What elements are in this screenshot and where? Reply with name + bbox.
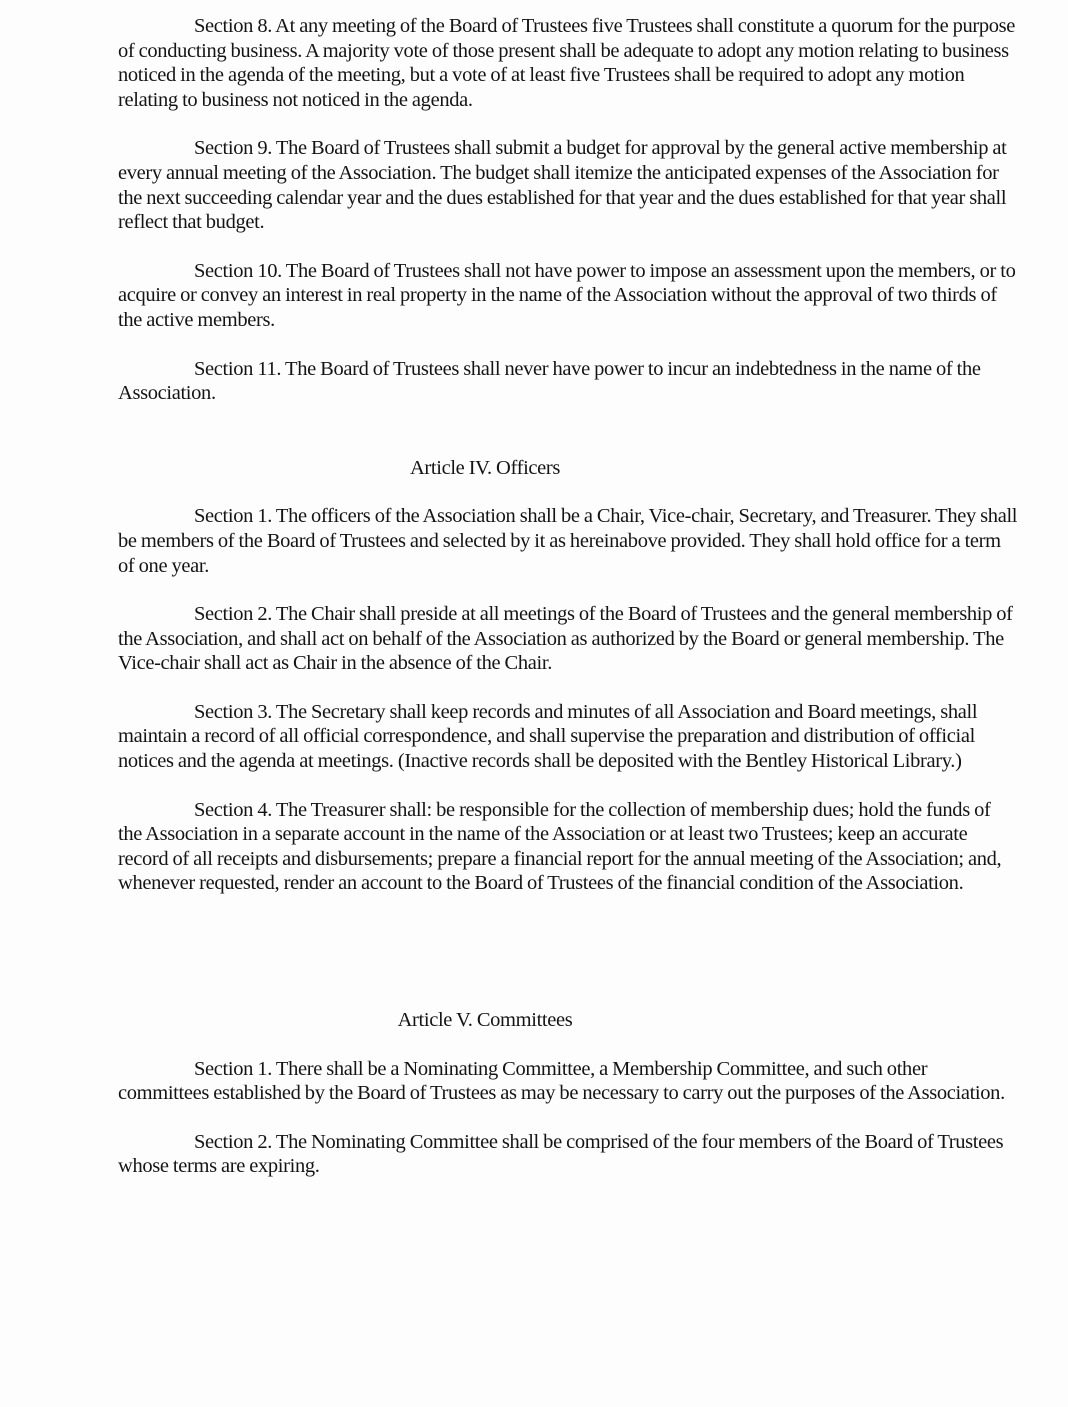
article4-section3: Section 3. The Secretary shall keep records and minutes of all Association and Board meetings, shall maintain a record of all official correspondence, and shall supervise the preparation and distribution of official notices and the agenda at meetings. (Inactive records shall be deposited with the Bentley Historical Library.) — [118, 700, 978, 773]
article5-heading: Article V. Committees — [397, 1009, 573, 1032]
article4-heading: Article IV. Officers — [409, 456, 561, 479]
article5-section2: Section 2. The Nominating Committee shall be comprised of the four members of the Board of Trustees whose terms are expiring. — [118, 1130, 1004, 1178]
article4-section4: Section 4. The Treasurer shall: be responsible for the collection of membership dues; hold the funds of the Association in a separate account in the name of the Association or at least two Trustees; keep an accurate record of all receipts and disbursements; prepare a financial report for the annual meeting of the Association; and, whenever requested, render an account to the Board of Trustees of the financial condition of the Association. — [118, 798, 1002, 895]
article3-section9: Section 9. The Board of Trustees shall submit a budget for approval by the general active membership at every annual meeting of the Association. The budget shall itemize the anticipated expenses of the Association for the next succeeding calendar year and the dues established for that year and the dues established for that year shall reflect that budget. — [118, 137, 1007, 234]
article3-section10: Section 10. The Board of Trustees shall not have power to impose an assessment upon the members, or to acquire or convey an interest in real property in the name of the Association without the approval of two thirds of the active members. — [118, 259, 1016, 331]
article5-section1: Section 1. There shall be a Nominating Committee, a Membership Committee, and such other committees established by the Board of Trustees as may be necessary to carry out the purposes of the Association. — [118, 1057, 1005, 1105]
article4-section2: Section 2. The Chair shall preside at all meetings of the Board of Trustees and the general membership of the Association, and shall act on behalf of the Association as authorized by the Board or general membership. The Vice-chair shall act as Chair in the absence of the Chair. — [118, 603, 1013, 675]
text-column — [118, 14, 1018, 1179]
article4-section1: Section 1. The officers of the Association shall be a Chair, Vice-chair, Secretary, and Treasurer. They shall be members of the Board of Trustees and selected by it as hereinabove provided. They shall hold office for a term of one year. — [118, 505, 1018, 577]
article3-section8: Section 8. At any meeting of the Board of Trustees five Trustees shall constitute a quorum for the purpose of conducting business. A majority vote of those present shall be adequate to adopt any motion relating to business noticed in the agenda of the meeting, but a vote of at least five Trustees shall be required to adopt any motion relating to business not noticed in the agenda. — [118, 15, 1016, 111]
article3-section11: Section 11. The Board of Trustees shall never have power to incur an indebtedness in the name of the Association. — [118, 357, 981, 405]
